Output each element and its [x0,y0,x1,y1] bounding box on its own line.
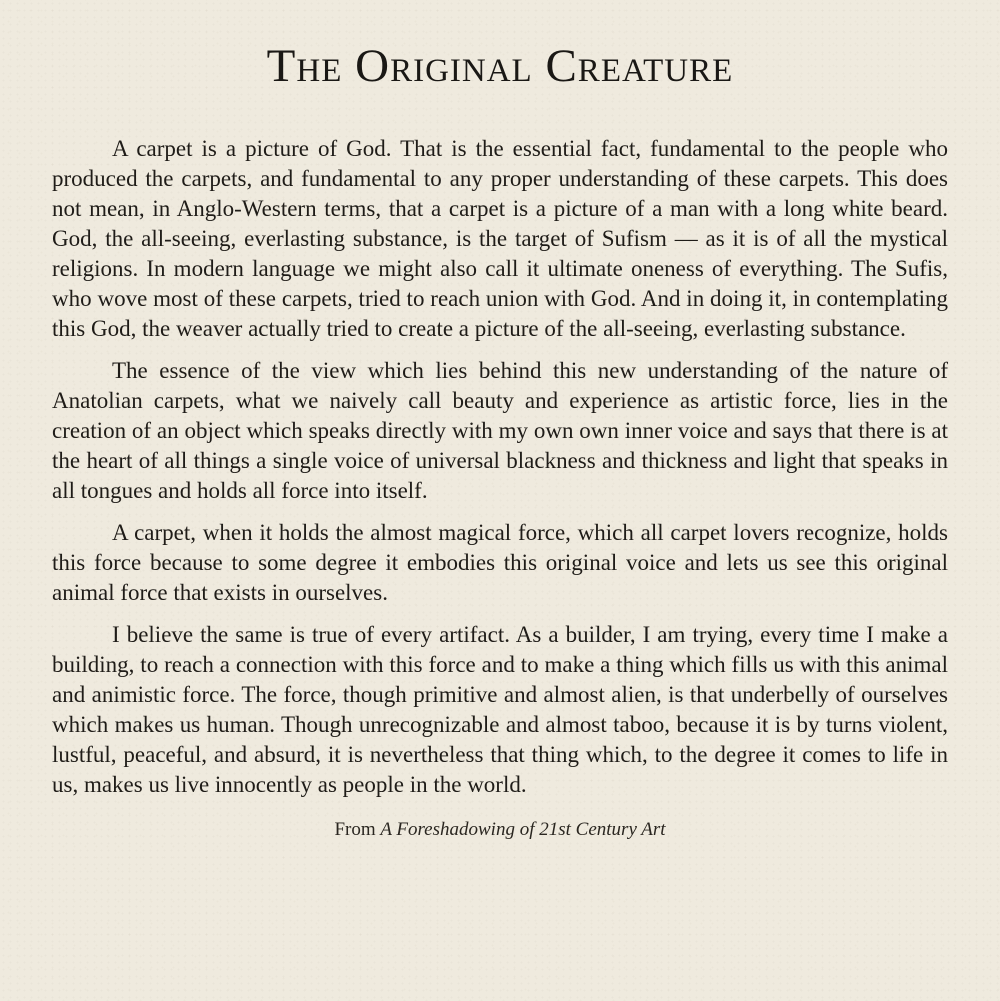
paragraph-2: The essence of the view which lies behind this new understanding of the nature of Anatolian carpets, what we naively call beauty and experience as artistic force, lies in the creation of an object which speaks directly with my own own inner voice and says that there is at the heart of all things a single voice of universal blackness and thickness and light that speaks in all tongues and holds all force into itself. [52,358,948,503]
source-attribution [52,818,948,842]
essay-body [52,134,948,800]
attribution-source-title: A Foreshadowing of 21st Century Art [380,819,666,840]
paragraph-4: I believe the same is true of every artifact. As a builder, I am trying, every time I make a building, to reach a connection with this force and to make a thing which fills us with this animal and animistic force. The force, though primitive and almost alien, is that underbelly of ourselves which makes us human. Though unrecognizable and almost taboo, because it is by turns violent, lustful, peaceful, and absurd, it is nevertheless that thing which, to the degree it comes to life in us, makes us live innocently as people in the world. [52,622,948,797]
paragraph-1: A carpet is a picture of God. That is the essential fact, fundamental to the people who produced the carpets, and fundamental to any proper understanding of these carpets. This does not mean, in Anglo-Western terms, that a carpet is a picture of a man with a long white beard. God, the all-seeing, everlasting substance, is the target of Sufism — as it is of all the mystical religions. In modern language we might also call it ultimate oneness of everything. The Sufis, who wove most of these carpets, tried to reach union with God. And in doing it, in contemplating this God, the weaver actually tried to create a picture of the all-seeing, everlasting substance. [52,136,948,341]
attribution-prefix: From [334,819,381,840]
page-title: The Original Creature [266,40,734,92]
paragraph-3: A carpet, when it holds the almost magical force, which all carpet lovers recognize, holds this force because to some degree it embodies this original voice and lets us see this original animal force that exists in ourselves. [52,520,948,605]
